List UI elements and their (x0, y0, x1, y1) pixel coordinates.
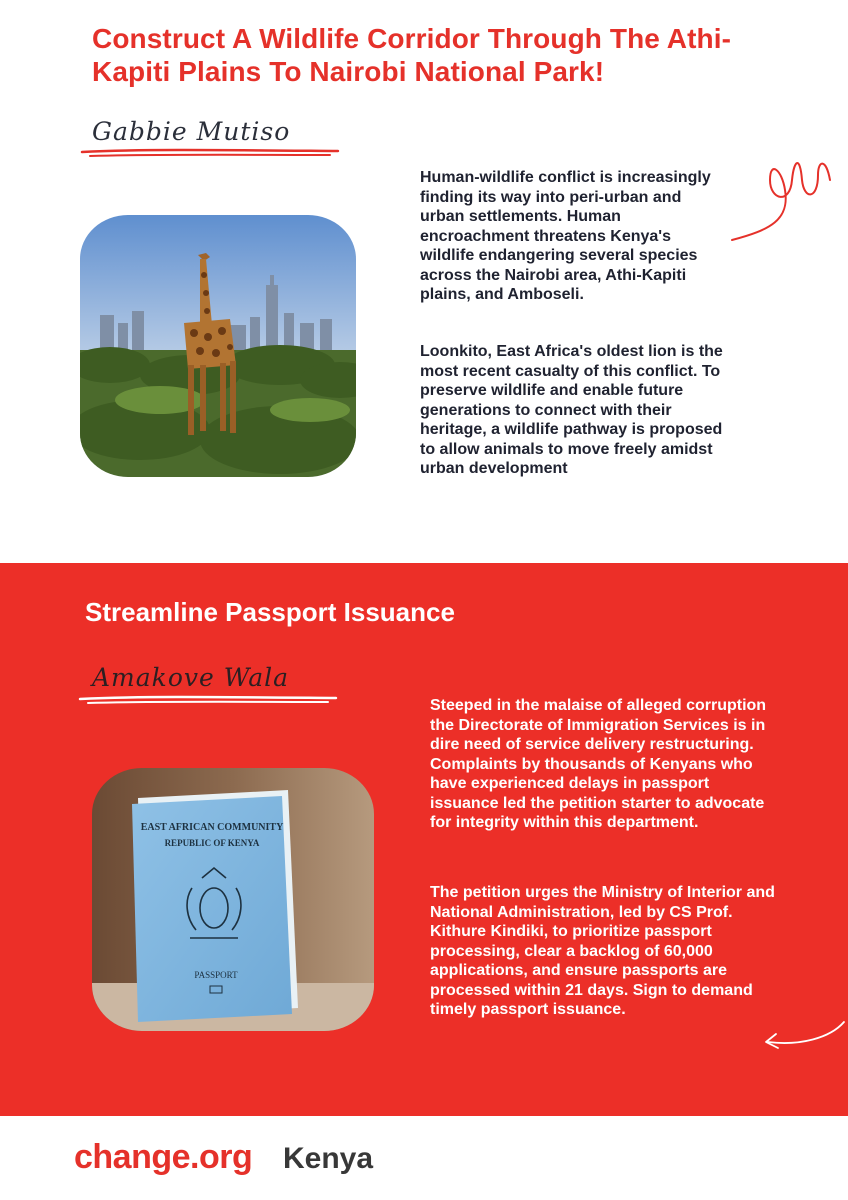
author-underline-icon (80, 146, 342, 160)
author-amakove: Amakove Wala (92, 663, 290, 692)
giraffe-photo (80, 215, 356, 477)
passport-title: Streamline Passport Issuance (85, 597, 455, 627)
change-org-logo[interactable]: change.org (74, 1138, 253, 1176)
passport-photo (92, 768, 374, 1031)
author-underline-icon (78, 693, 340, 707)
passport-icon (92, 768, 374, 1031)
passport-paragraph-1: Steeped in the malaise of alleged corruption the Directorate of Immigration Services is in dire need of service delivery restructuring. Complaints by thousands of Kenyans who have experienced delays in passport issuance led the petition starter to advocate for integrity within this department. (430, 697, 767, 831)
passport-line1: EAST AFRICAN COMMUNITY (140, 822, 284, 833)
passport-label: PASSPORT (194, 970, 238, 980)
wildlife-corridor-section (0, 0, 848, 563)
wildlife-paragraph-1: Human-wildlife conflict is increasingly finding its way into peri-urban and urban settlements. Human encroachment threatens Kenya's wildlife endangering several species across the Nairobi area, Athi-Kapiti plains, and Amboseli. (420, 169, 711, 303)
arrow-decoration-icon (760, 1018, 846, 1058)
country-label: Kenya (283, 1142, 374, 1175)
swirl-decoration-icon (730, 150, 840, 245)
passport-section (0, 563, 848, 1116)
author-gabbie: Gabbie Mutiso (92, 117, 291, 146)
giraffe-city-icon (80, 215, 356, 477)
passport-line2: REPUBLIC OF KENYA (164, 838, 260, 848)
footer (0, 1116, 848, 1200)
passport-paragraph-2: The petition urges the Ministry of Interior and National Administration, led by CS Prof. Kithure Kindiki, to prioritize passport processing, clear a backlog of 60,000 applications, and ensure passports are processed within 21 days. Sign to demand timely passport issuance. (430, 884, 775, 1018)
wildlife-title: Construct A Wildlife Corridor Through The Athi-Kapiti Plains To Nairobi National Park! (92, 23, 732, 87)
wildlife-paragraph-2: Loonkito, East Africa's oldest lion is the most recent casualty of this conflict. To preserve wildlife and enable future generations to connect with their heritage, a wildlife pathway is proposed to allow animals to move freely amidst urban development (420, 343, 723, 477)
